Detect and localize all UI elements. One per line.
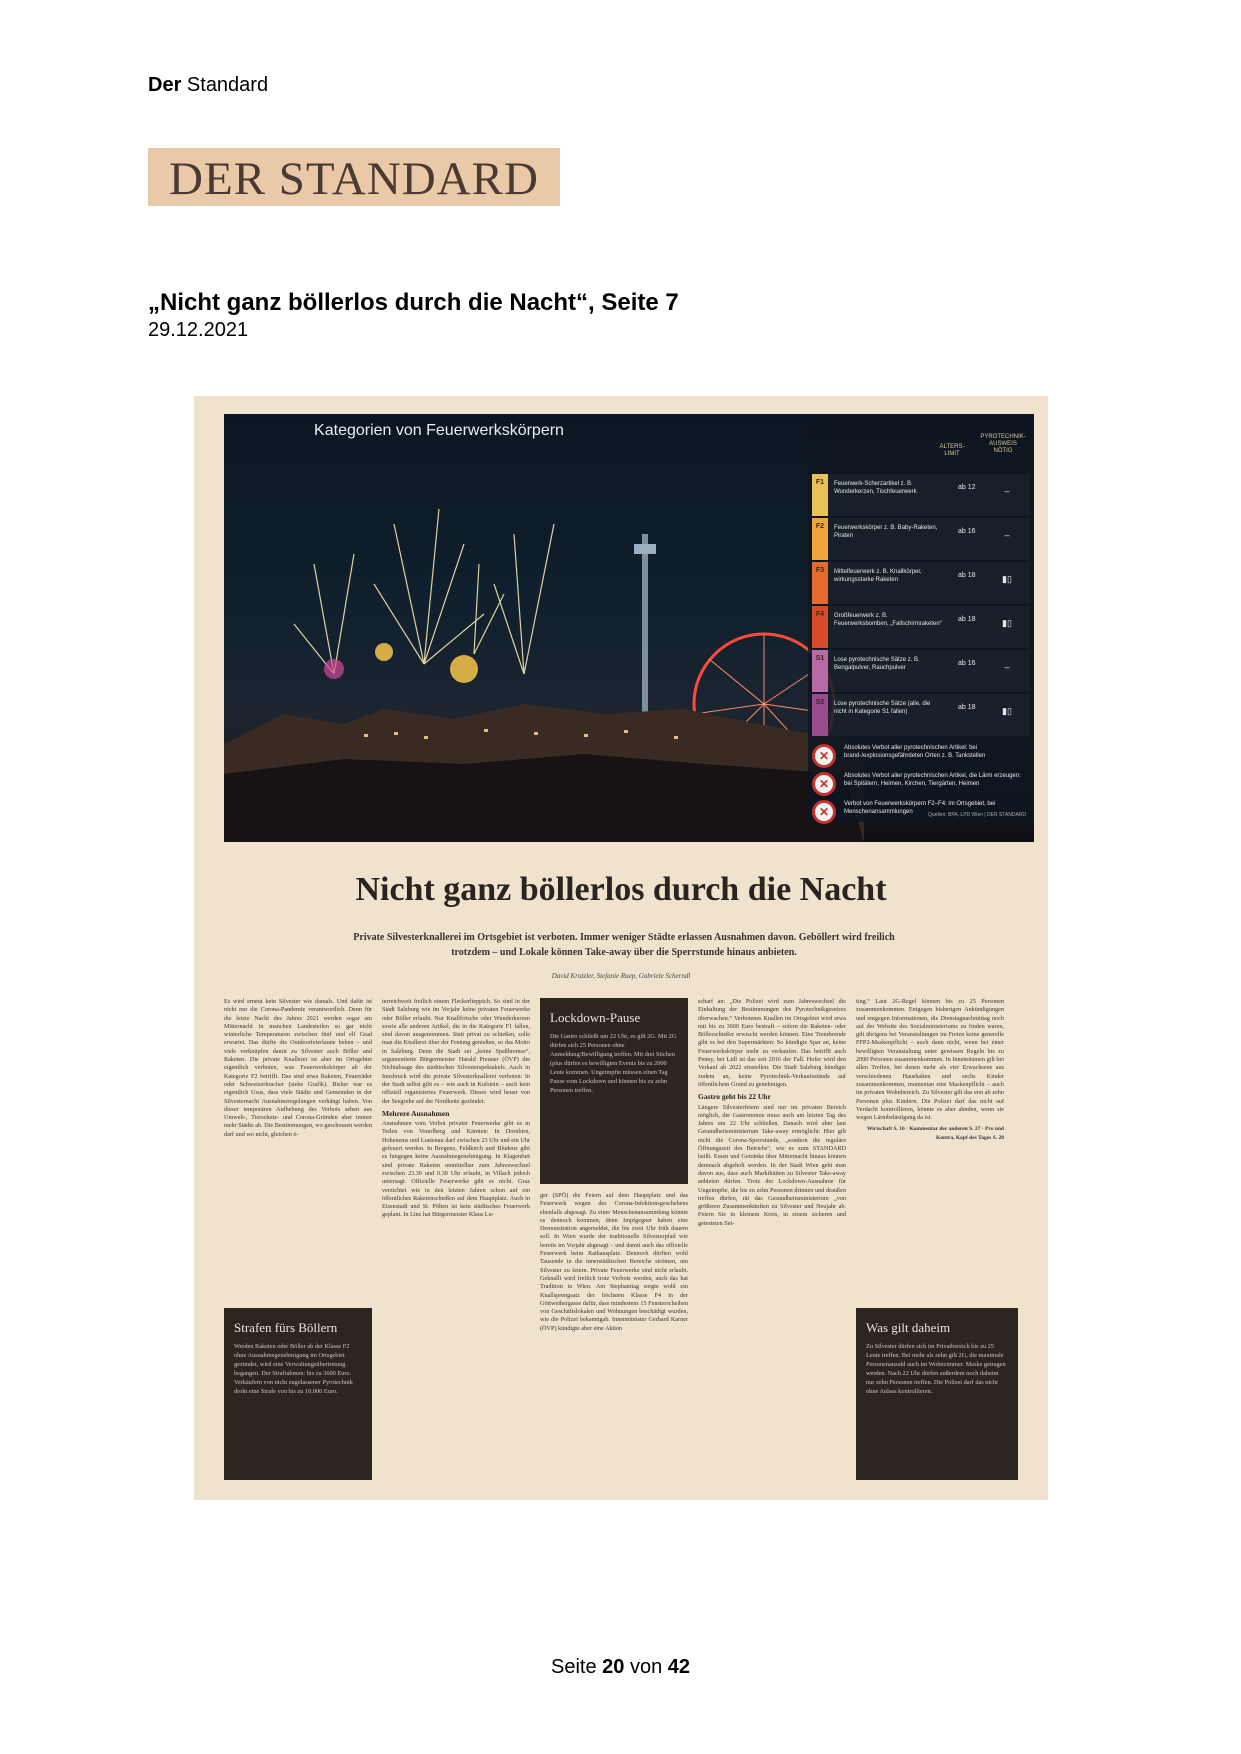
category-description: Feuerwerkskörper z. B. Baby-Raketen, Piraten	[834, 525, 938, 539]
category-pass: ▮▯	[1002, 706, 1012, 716]
subheading: Mehrere Ausnahmen	[382, 1108, 450, 1118]
text-column-3: ger (SPÖ) die Feiern auf dem Hauptplatz und das Feuerwerk wegen des Corona-Infektionsgeschehens ebenfalls abgesagt. Zu einer Menschenansammlung könnte es dennoch kommen, denn Impfgegner haben eine Demonstration angemeldet, die bis zwei Uhr früh dauern soll. In Wien wurde der traditionelle Silvesterpfad wie bereits im Vorjahr abgesagt – und damit auch das offizielle Feuerwerk beim Rathausplatz. Dennoch dürften wohl Tausende in die innerstädtischen Bereiche strömen, um Silvester zu feiern. Private Feuerwerke sind nicht erlaubt. Geknallt wird freilich trotz Verbots werden, auch das hat Tradition in Wien. Am Stephanitag sorgte wohl ein Knallsprengsatz der höchsten Klasse F4 in der Göttweihergasse dafür, dass mindestens 15 Fensterscheiben von Geschäftslokalen und Wohnungen beschädigt wurden, wie die Polizei bekanntgab. Innenminister Gerhard Karner (ÖVP) kündigte aber eine Aktion	[540, 1192, 688, 1332]
category-row	[812, 518, 1030, 560]
newspaper-headline: Nicht ganz böllerlos durch die Nacht	[355, 871, 887, 908]
col-pass-header: PYROTECHNIK- AUSWEIS NÖTIG	[980, 434, 1026, 454]
newspaper-byline: David Krutzler, Stefanie Ruep, Gabriele Scherndl	[551, 972, 691, 980]
category-age: ab 18	[958, 572, 976, 579]
column-paragraph: terreichweit freilich einem Fleckerlteppich. So sind in der Stadt Salzburg wie im Vorjahr keine privaten Feuerwerke oder Böller erlaubt. Nur Knallfrösche oder Wunderkerzen sowie alle anderen Artikel, die in die Kategorie F1 fallen, sind davon ausgenommen. Statt privat zu schießen, solle man die Knallerei über der Festung genießen, so das Motto in Salzburg. Denn die Stadt sei „keine Spaßbremse“, argumentierte Bürgermeister Harald Preuner (ÖVP) die Nichtabsage des städtischen Silvesterspektakels. Auch in Innsbruck wird die private Silvesterknallerei verboten: In der Stadt selbst gibt es – wie auch in Kufstein – auch kein offiziell organisiertes Feuerwerk. Dieses wird heuer von der Seegrube auf der Nordkette gezündet.	[382, 998, 530, 1105]
category-tag: F4	[812, 606, 828, 648]
page-footer: Seite 20 von 42	[550, 1656, 690, 1678]
category-tag: F1	[812, 474, 828, 516]
newspaper-clipping	[194, 396, 1048, 1500]
graphic-source: Quellen: BPA, LPD Wien | DER STANDARD	[928, 812, 1027, 818]
category-description: Lose pyrotechnische Sätze z. B. Bengalpulver, Rauchpulver	[834, 657, 920, 671]
info-box-title: Was gilt daheim	[866, 1320, 951, 1335]
info-box-text: Werden Raketen oder Böller ab der Klasse F2 ohne Ausnahmegenehmigung im Ortsgebiet gezündet, wird eine Verwaltungsübertretung begangen. Der Strafrahmen: bis zu 3600 Euro. Verkäufern von nicht zugelassener Pyrotechnik droht eine Strafe von bis zu 10.000 Euro.	[234, 1343, 353, 1395]
category-description: Mittelfeuerwerk z. B. Knallkörper, wirkungsstarke Raketen	[834, 569, 922, 583]
ban-text: Absolutes Verbot aller pyrotechnischen Artikel, die Lärm erzeugen: bei Spitälern, Heimen, Kirchen, Tiergärten, Heimen	[844, 773, 1021, 787]
prohibited-icon: ✕	[812, 800, 836, 824]
column-paragraph: Längere Silvesterfeiern sind nur im privaten Bereich möglich, die Gastronomie muss auch am letzten Tag des Jahres um 22 Uhr schließen. Danach wird aber laut Gesundheitsministerium Take-away ermöglicht: Hier gilt nicht die Corona-Sperrstunde, „sondern die reguläre Öffnungszeit des Betriebs“, wie es zum STANDARD heißt. Essen und Getränke über Mitternacht hinaus können demnach abgeholt werden. In der Stadt Wien geht man davon aus, dass auch Markthütten zu Silvester Take-away anbieten dürfen. Trotz der Lockdown-Ausnahme für Ungeimpfte, die bis zu zehn Personen drinnen und draußen treffen dürfen, rät das Gesundheitsministerium „von größeren Zusammenkünften zu Silvester und Neujahr ab. Feiern Sie in kleinem Kreis, in einem sicheren und getesteten Set-	[698, 1103, 846, 1227]
text-column-5	[856, 998, 1004, 1298]
text-column-2	[382, 998, 530, 1480]
category-tag: F2	[812, 518, 828, 560]
category-tag: S2	[812, 694, 828, 736]
category-pass: ▮▯	[1002, 618, 1012, 628]
ban-text: Verbot von Feuerwerkskörpern F2–F4: im Ortsgebiet, bei Menschenansammlungen	[844, 801, 996, 815]
category-pass: –	[1004, 662, 1010, 672]
category-row	[812, 650, 1030, 692]
category-age: ab 12	[958, 484, 976, 491]
info-box-daheim	[856, 1308, 1018, 1480]
category-pass: ▮▯	[1002, 574, 1012, 584]
article-date: 29.12.2021	[148, 319, 249, 341]
category-description: Feuerwerk-Scherzartikel z. B. Wunderkerzen, Tischfeuerwerk	[834, 481, 917, 495]
newspaper-lede: Private Silvesterknallerei im Ortsgebiet ist verboten. Immer weniger Städte erlassen Ausnahmen davon. Geböllert wird freilich trotzdem – und Lokale können Take-away über die Sperrstunde hinaus anbieten.	[353, 932, 895, 958]
text-column-4	[698, 998, 846, 1480]
fireworks-graphic	[224, 414, 1034, 842]
subheading: Gastro geht bis 22 Uhr	[698, 1092, 771, 1102]
category-row	[812, 474, 1030, 516]
prohibited-icon: ✕	[812, 772, 836, 796]
prohibited-icon: ✕	[812, 744, 836, 768]
column-paragraph: Ausnahmen vom Verbot privater Feuerwerke gibt es in Teilen von Vorarlberg und Kärnten: In Dornbirn, Hohenems und Lustenau darf zwischen 23 Uhr und ein Uhr gefeuert werden. In Bregenz, Feldkirch und Bludenz gibt es hingegen keine Ausnahmegenehmigung. In Klagenfurt sind private Raketen unmittelbar zum Jahreswechsel zwischen 23.30 und 0.30 Uhr erlaubt, in Villach jedoch untersagt. Offizielle Feuerwerke gibt es nicht. Graz verzichtet wie in den letzten Jahren schon auf ein öffentliches Raketenschießen auf dem Hauptplatz. Auch in Eisenstadt und St. Pölten ist kein städtisches Feuerwerk geplant. In Linz hat Bürgermeister Klaus Lu-	[382, 1120, 530, 1219]
category-age: ab 16	[958, 660, 976, 667]
ban-text: Absolutes Verbot aller pyrotechnischen Artikel: bei brand-/explosionsgefährdeten Orten z. B. Tankstellen	[844, 745, 986, 759]
category-row	[812, 694, 1030, 736]
col-age-header: ALTERS- LIMIT	[939, 444, 965, 457]
article-title: „Nicht ganz böllerlos durch die Nacht“, Seite 7	[148, 289, 679, 316]
column-paragraph: ting.“ Laut 2G-Regel können bis zu 25 Personen zusammenkommen. Entgegen bisherigen Ankündigungen und entgegen Informationen, die Dienstagnachmittag noch auf der Website des Sozialministeriums zu finden waren, gilt übrigens bei Veranstaltungen im Freien keine generelle FFP2-Maskenpflicht – auch dann nicht, wenn bei einer bewilligten Veranstaltung unter gewissen Regeln bis zu 2000 Personen zusammenkommen. In Innenräumen gilt bei allen Treffen, bei denen mehr als vier Erwachsene aus verschiedenen Haushalten und sechs Kinder zusammenkommen, momentan eine Maskenpflicht – auch im privaten Wohnbereich. Zu Silvester gilt das erst ab zehn Personen plus Kindern. Die Polizei darf das nicht auf Verdacht kontrollieren, könnte es aber ahnden, wenn sie wegen Lärmbelästigung da ist.	[856, 998, 1004, 1122]
category-row	[812, 606, 1030, 648]
info-box-strafen	[224, 1308, 372, 1480]
der-standard-logo: DER STANDARD	[148, 148, 560, 206]
column-paragraph: scharf an: „Die Polizei wird zum Jahreswechsel die Einhaltung der Bestimmungen des Pyrotechnikgesetzes überwachen.“ Verbotenes Knallen im Ortsgebiet wird etwa mit bis zu 3600 Euro bestraft – sofern die Raketen- oder Böllerschießer erwischt werden können. Eine Trendwende gibt es bei den Supermärkten: So kündigte Spar an, keine Feuerwerkskörper mehr zu verkaufen. Das betrifft auch Penny, bei Lidl ist das seit 2016 der Fall. Hofer wird den Verkauf ab 2022 einstellen. Die Stadt Salzburg kündigte zudem an, keine Pyrotechnik-Verkaufsstände auf öffentlichem Grund zu genehmigen.	[698, 998, 846, 1088]
cross-references: Wirtschaft S. 16 · Kommentar der anderen S. 27 · Pro und Kontra, Kopf des Tages S. 28	[866, 1126, 1004, 1141]
category-description: Lose pyrotechnische Sätze (alle, die nicht in Kategorie S1 fallen)	[834, 701, 931, 715]
graphic-title: Kategorien von Feuerwerkskörpern	[314, 422, 564, 439]
info-box-text: Die Gastro schließt um 22 Uhr, es gilt 2G. Mit 2G dürfen sich 25 Personen ohne Anmeldung/Bewilligung treffen. Mit drei Stichen (plus dürfen es bewilligten Events bis zu 2000 Leute kommen. Ungeimpfte müssen einen Tag Pause vom Lockdown und können bis zu zehn Personen treffen.	[550, 1033, 677, 1094]
category-age: ab 18	[958, 616, 976, 623]
info-box-title: Lockdown-Pause	[550, 1010, 641, 1025]
category-age: ab 18	[958, 704, 976, 711]
category-age: ab 16	[958, 528, 976, 535]
info-box-lockdown	[540, 998, 688, 1184]
category-pass: –	[1004, 530, 1010, 540]
category-tag: S1	[812, 650, 828, 692]
category-tag: F3	[812, 562, 828, 604]
category-description: Großfeuerwerk z. B. Feuerwerksbomben, „Fallschirmraketen“	[834, 613, 942, 627]
info-box-title: Strafen fürs Böllern	[234, 1320, 338, 1335]
text-column-1: Es wird erneut kein Silvester wie damals. Und dafür ist nicht nur die Corona-Pandemie verantwortlich. Denn für die letzte Nacht des Jahres 2021 werden sogar am Mitternacht in manchen Landesteilen so gar nicht winterliche Temperaturen zwischen fünf und elf Grad erwartet. Das dürfte die Outdoorfeierlaune heben – und viele verknüpfen damit zu Silvester auch Böller und Raketen. Die private Knallerei ist aber im Ortsgebiet eigentlich verboten, was Feuerwerkskörper ab der Kategorie F2 betrifft. Das sind etwa Raketen, Feuerräder oder Schweizerkracher (siehe Grafik). Bisher war es eigentlich Usus, dass viele Städte und Gemeinden in der Silvesternacht Ausnahmeregelungen verhängt haben. Von dieser temporären Aufhebung des Verbots sehen aus Umwelt-, Tierschutz- und Corona-Gründen aber immer mehr Städte ab. Die Bestimmungen, wo geschossen werden darf und wo nicht, gleichen ö-	[224, 998, 372, 1138]
source-label: Der Standard	[148, 74, 269, 96]
category-row	[812, 562, 1030, 604]
info-box-text: Zu Silvester dürfen sich im Privatbereich bis zu 25 Leute treffen. Bei mehr als zehn gilt 2G, die maximale Personenanzahl auch im Wohnzimmer. Maske getragen werden. Nach 22 Uhr dürfen außerdem noch daheim nur zehn Personen treffen. Die Polizei darf das nicht ohne Anlass kontrollieren.	[866, 1343, 1006, 1395]
category-table	[808, 422, 1034, 822]
category-pass: –	[1004, 486, 1010, 496]
